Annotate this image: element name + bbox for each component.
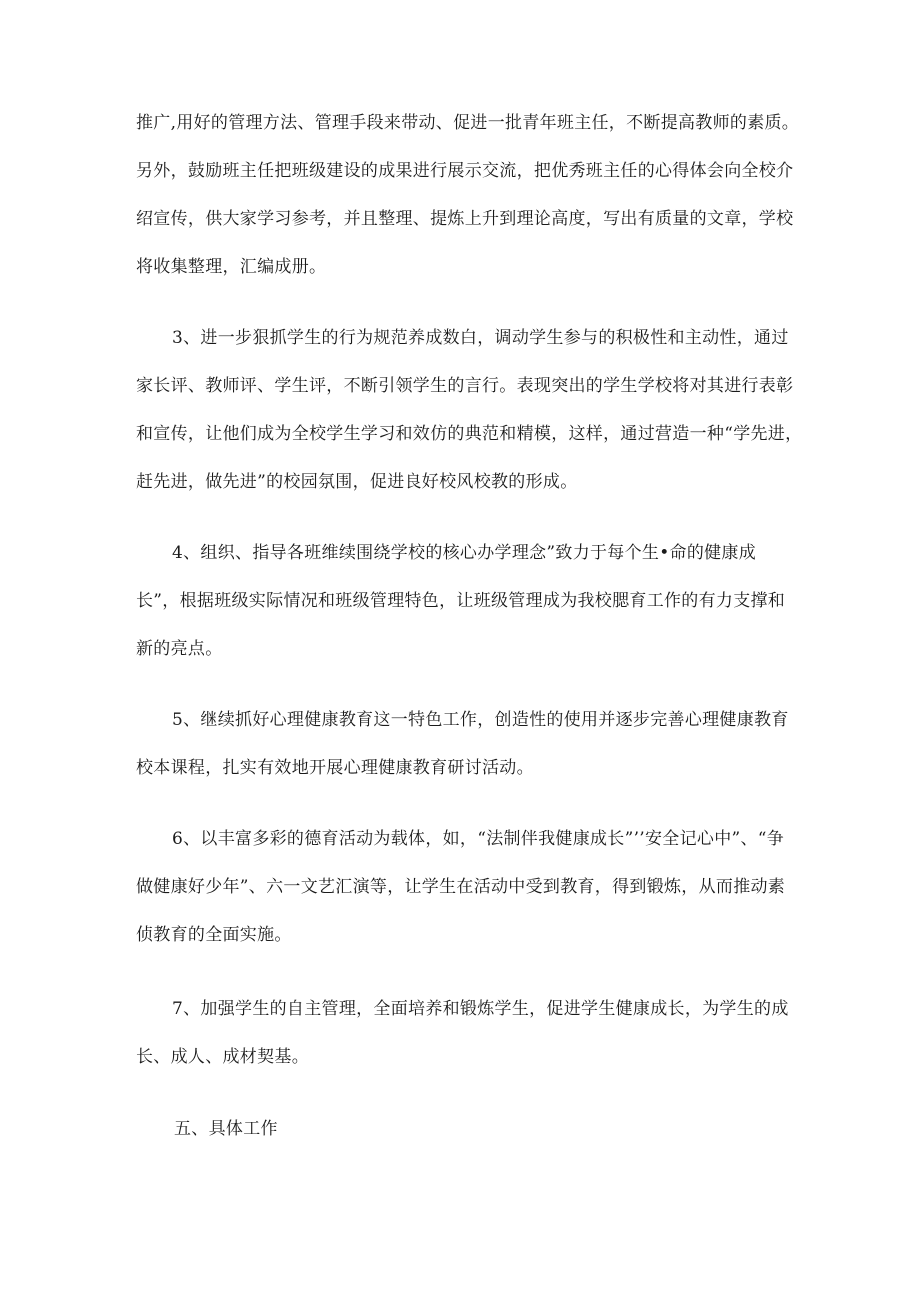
text-line: 赶先进，做先进”的校园氛围，促进良好校风校教的形成。 [136,472,578,492]
paragraph-intro [136,111,800,303]
text-line: 做健康好少年”、六一文艺汇演等，让学生在活动中受到教育，得到锻炼，从而推动素 [136,877,786,897]
section-heading-text: 五、具体工作 [174,1119,278,1139]
text-line: 长”，根据班级实际情况和班级管理特色，让班级管理成为我校腮育工作的有力支撑和 [136,591,786,611]
text-line: 7、加强学生的自主管理，全面培养和锻炼学生，促进学生健康成长，为学生的成 [172,999,789,1019]
text-line: 校本课程，扎实有效地开展心理健康教育研讨活动。 [136,758,534,778]
text-line: 另外，鼓励班主任把班级建设的成果进行展示交流，把优秀班主任的心得体会向全校介 [136,161,794,181]
text-line: 新的亮点。 [136,639,223,659]
text-line: 家长评、教师评、学生评，不断引领学生的言行。表现突出的学生学校将对其进行表彰 [136,376,794,396]
paragraph-item-6 [136,827,796,971]
paragraph-item-5 [136,708,796,804]
text-line: 推广,用好的管理方法、管理手段来带动、促进一批青年班主任，不断提高教师的素质。 [136,113,800,133]
paragraph-item-7 [136,997,796,1093]
section-heading [136,1117,796,1165]
paragraph-item-4 [136,541,796,685]
text-line: 5、继续抓好心理健康教育这一特色工作，创造性的使用并逐步完善心理健康教育 [172,710,789,730]
text-line: 将收集整理，汇编成册。 [136,257,327,277]
paragraph-item-3 [136,326,803,518]
text-line: 4、组织、指导各班维续围绕学校的核心办学理念”致力于每个生•命的健康成 [172,543,757,563]
text-line: 6、以丰富多彩的德育活动为载体，如，“法制伴我健康成长”’’安全记心中”、“争 [172,829,785,849]
text-line: 和宣传，让他们成为全校学生学习和效仿的典范和精模，这样，通过营造一种“学先进， [136,424,803,444]
text-line: 长、成人、成材契基。 [136,1047,309,1067]
text-line: 3、进一步狠抓学生的行为规范养成数白，调动学生参与的积极性和主动性，通过 [172,328,789,348]
text-line: 绍宣传，供大家学习参考，并且整理、提炼上升到理论高度，写出有质量的文章，学校 [136,209,794,229]
text-line: 侦教育的全面实施。 [136,925,292,945]
